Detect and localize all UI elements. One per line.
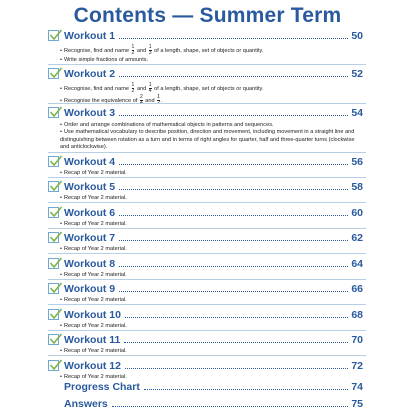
page-number: 56	[351, 156, 363, 168]
page-number: 75	[351, 398, 363, 410]
entry-title: Workout 2	[64, 68, 116, 80]
toc-entry-workout-10[interactable]	[48, 308, 363, 330]
objective: • Recap of Year 2 material.	[60, 348, 127, 354]
fraction-half: $\frac{1}{2}$	[131, 82, 135, 94]
toc-entry-workout-4[interactable]	[48, 155, 363, 177]
objective: • Recap of Year 2 material.	[60, 246, 127, 252]
dot-leader	[124, 342, 348, 343]
dot-leader	[119, 115, 348, 116]
objective: • Recap of Year 2 material.	[60, 374, 127, 380]
entry-title: Workout 11	[64, 334, 121, 346]
fraction-two-quarters: $\frac{2}{4}$	[139, 94, 143, 106]
dot-leader	[119, 164, 348, 165]
page-number: 50	[351, 30, 363, 42]
entry-title: Workout 10	[64, 309, 121, 321]
page-number: 52	[351, 68, 363, 80]
fraction-half: $\frac{1}{2}$	[157, 94, 160, 106]
entry-title: Workout 9	[64, 283, 116, 295]
objective: • Order and arrange combinations of mathematical objects in patterns and sequences.	[60, 122, 274, 128]
objective: • Write simple fractions of amounts.	[60, 57, 149, 63]
divider	[48, 253, 366, 254]
divider	[48, 177, 366, 178]
toc-entry-workout-3[interactable]	[48, 106, 363, 152]
divider	[48, 355, 366, 356]
objective: • Recognise the equivalence of $\frac{2}{4}$ and $\frac{1}{2}$ .	[60, 94, 163, 106]
toc-entry-workout-11[interactable]	[48, 333, 363, 355]
toc-entry-workout-6[interactable]	[48, 206, 363, 228]
entry-title: Workout 4	[64, 156, 116, 168]
objective: • Recognise, find and name $\frac{1}{2}$ and $\frac{1}{4}$ of a length, shape, set of objects or quantity.	[60, 82, 264, 94]
divider	[48, 228, 366, 229]
objective: • Recap of Year 2 material.	[60, 221, 127, 227]
page-title: Contents — Summer Term	[73, 4, 342, 27]
entry-title: Workout 6	[64, 207, 116, 219]
entry-title: Workout 5	[64, 181, 116, 193]
page-number: 72	[351, 360, 363, 372]
entry-title: Workout 8	[64, 258, 116, 270]
entry-title: Progress Chart	[64, 381, 140, 393]
page-number: 54	[351, 107, 363, 119]
toc-entry-workout-7[interactable]	[48, 231, 363, 253]
page-number: 58	[351, 181, 363, 193]
divider	[48, 103, 366, 104]
objective: • Recap of Year 2 material.	[60, 323, 127, 329]
page-number: 64	[351, 258, 363, 270]
toc-entry-workout-8[interactable]	[48, 257, 363, 279]
divider	[48, 304, 366, 305]
dot-leader	[125, 368, 348, 369]
objective: • Recap of Year 2 material.	[60, 195, 127, 201]
page-number: 66	[351, 283, 363, 295]
page-number: 74	[351, 381, 363, 393]
dot-leader	[119, 215, 348, 216]
toc-entry-workout-1[interactable]	[48, 29, 363, 64]
entry-title: Workout 12	[64, 360, 121, 372]
page-number: 62	[351, 232, 363, 244]
divider	[48, 152, 366, 153]
divider	[48, 202, 366, 203]
page-number: 68	[351, 309, 363, 321]
divider	[48, 279, 366, 280]
entry-title: Answers	[64, 398, 108, 410]
dot-leader	[144, 389, 348, 390]
fraction-half: $\frac{1}{2}$	[131, 44, 135, 56]
dot-leader	[119, 291, 348, 292]
dot-leader	[119, 266, 348, 267]
divider	[48, 330, 366, 331]
page-number: 70	[351, 334, 363, 346]
fraction-third: $\frac{1}{3}$	[148, 44, 152, 56]
entry-title: Workout 3	[64, 107, 116, 119]
dot-leader	[119, 240, 348, 241]
toc-entry-workout-12[interactable]	[48, 359, 363, 381]
entry-title: Workout 1	[64, 30, 116, 42]
page-number: 60	[351, 207, 363, 219]
dot-leader	[125, 317, 348, 318]
objective: • Use mathematical vocabulary to describe position, direction and movement, including movement in a straight line and distinguishing between rotation as a turn and in terms of right angles for quarter, half and three-quarter turns (clockwise and anticlockwise).	[60, 129, 355, 151]
toc-entry-workout-9[interactable]	[48, 282, 363, 304]
objective: • Recap of Year 2 material.	[60, 297, 127, 303]
dot-leader	[119, 38, 348, 39]
fraction-quarter: $\frac{1}{4}$	[148, 82, 152, 94]
toc-entry-workout-2[interactable]	[48, 67, 363, 106]
divider	[48, 64, 366, 65]
objective: • Recognise, find and name $\frac{1}{2}$ and $\frac{1}{3}$ of a length, shape, set of objects or quantity.	[60, 44, 264, 56]
toc-entry-answers[interactable]	[48, 397, 363, 410]
objective: • Recap of Year 2 material.	[60, 170, 127, 176]
dot-leader	[112, 406, 349, 407]
toc-entry-progress-chart[interactable]	[48, 380, 363, 393]
entry-title: Workout 7	[64, 232, 116, 244]
toc-entry-workout-5[interactable]	[48, 180, 363, 202]
dot-leader	[119, 76, 348, 77]
dot-leader	[119, 189, 348, 190]
objective: • Recap of Year 2 material.	[60, 272, 127, 278]
